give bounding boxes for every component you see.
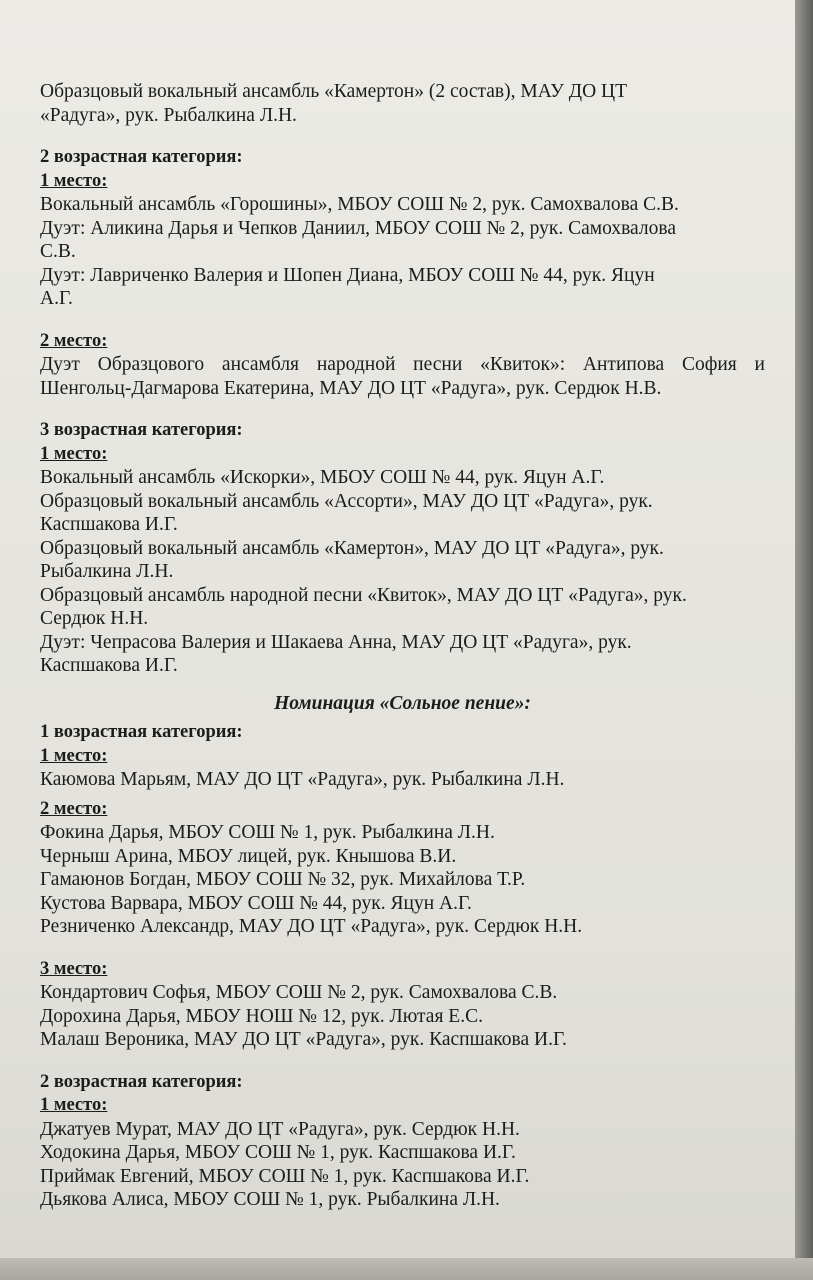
entry-line: Образцовый ансамбль народной песни «Квиток», МАУ ДО ЦТ «Радуга», рук.	[40, 584, 687, 606]
place-heading: 3 место:	[40, 958, 108, 979]
entry-line: Фокина Дарья, МБОУ СОШ № 1, рук. Рыбалкина Л.Н.	[40, 822, 495, 843]
entry-line: Гамаюнов Богдан, МБОУ СОШ № 32, рук. Михайлова Т.Р.	[40, 869, 526, 890]
age-category-heading: 2 возрастная категория:	[40, 1071, 243, 1092]
entry-line: Дуэт: Лавриченко Валерия и Шопен Диана, МБОУ СОШ № 44, рук. Яцун	[40, 264, 655, 286]
entry-line: Дуэт Образцового ансамбля народной песни «Квиток»: Антипова София и	[40, 354, 765, 375]
entry-line: Дорохина Дарья, МБОУ НОШ № 12, рук. Лютая Е.С.	[40, 1005, 483, 1027]
nomination-heading: Номинация «Сольное пение»:	[274, 692, 531, 714]
entry-line: Образцовый вокальный ансамбль «Камертон», МАУ ДО ЦТ «Радуга», рук.	[40, 537, 664, 559]
entry-line: Приймак Евгений, МБОУ СОШ № 1, рук. Каспшакова И.Г.	[40, 1165, 530, 1187]
place-heading: 2 место:	[40, 330, 108, 351]
age-category-heading: 2 возрастная категория:	[40, 147, 243, 167]
entry-line: Кондартович Софья, МБОУ СОШ № 2, рук. Самохвалова С.В.	[40, 982, 558, 1003]
age-category-heading: 3 возрастная категория:	[40, 420, 243, 440]
entry-line: Каюмова Марьям, МАУ ДО ЦТ «Радуга», рук. Рыбалкина Л.Н.	[40, 769, 565, 790]
page-bottom-edge	[0, 1258, 813, 1280]
page-edge-shadow	[795, 0, 813, 1280]
entry-line: Каспшакова И.Г.	[40, 655, 178, 676]
entry-line: Рыбалкина Л.Н.	[40, 561, 174, 582]
entry-line: Дуэт: Аликина Дарья и Чепков Даниил, МБОУ СОШ № 2, рук. Самохвалова	[40, 217, 676, 239]
entry-line: Кустова Варвара, МБОУ СОШ № 44, рук. Яцун А.Г.	[40, 892, 472, 914]
place-heading: 1 место:	[40, 1095, 108, 1115]
entry-line: Шенгольц-Дагмарова Екатерина, МАУ ДО ЦТ «Радуга», рук. Сердюк Н.В.	[40, 377, 662, 399]
document-text	[40, 80, 765, 1212]
entry-line: С.В.	[40, 241, 76, 262]
entry-line: Сердюк Н.Н.	[40, 608, 149, 629]
place-heading: 1 место:	[40, 170, 108, 191]
entry-line: Джатуев Мурат, МАУ ДО ЦТ «Радуга», рук. Сердюк Н.Н.	[40, 1118, 520, 1140]
entry-line: А.Г.	[40, 288, 73, 309]
place-heading: 1 место:	[40, 443, 108, 464]
intro-line: «Радуга», рук. Рыбалкина Л.Н.	[40, 104, 297, 126]
entry-line: Вокальный ансамбль «Горошины», МБОУ СОШ № 2, рук. Самохвалова С.В.	[40, 194, 679, 215]
place-heading: 1 место:	[40, 745, 108, 766]
entry-line: Черныш Арина, МБОУ лицей, рук. Кнышова В.И.	[40, 845, 457, 867]
intro-line: Образцовый вокальный ансамбль «Камертон» (2 состав), МАУ ДО ЦТ	[40, 81, 628, 102]
entry-line: Резниченко Александр, МАУ ДО ЦТ «Радуга», рук. Сердюк Н.Н.	[40, 916, 583, 937]
entry-line: Ходокина Дарья, МБОУ СОШ № 1, рук. Каспшакова И.Г.	[40, 1142, 516, 1163]
entry-line: Малаш Вероника, МАУ ДО ЦТ «Радуга», рук. Каспшакова И.Г.	[40, 1029, 567, 1050]
place-heading: 2 место:	[40, 798, 108, 819]
entry-line: Образцовый вокальный ансамбль «Ассорти», МАУ ДО ЦТ «Радуга», рук.	[40, 490, 653, 512]
entry-line: Дьякова Алиса, МБОУ СОШ № 1, рук. Рыбалкина Л.Н.	[40, 1189, 500, 1210]
entry-line: Вокальный ансамбль «Искорки», МБОУ СОШ № 44, рук. Яцун А.Г.	[40, 467, 605, 488]
entry-line: Каспшакова И.Г.	[40, 514, 178, 535]
entry-line: Дуэт: Чепрасова Валерия и Шакаева Анна, МАУ ДО ЦТ «Радуга», рук.	[40, 631, 632, 653]
age-category-heading: 1 возрастная категория:	[40, 722, 243, 742]
